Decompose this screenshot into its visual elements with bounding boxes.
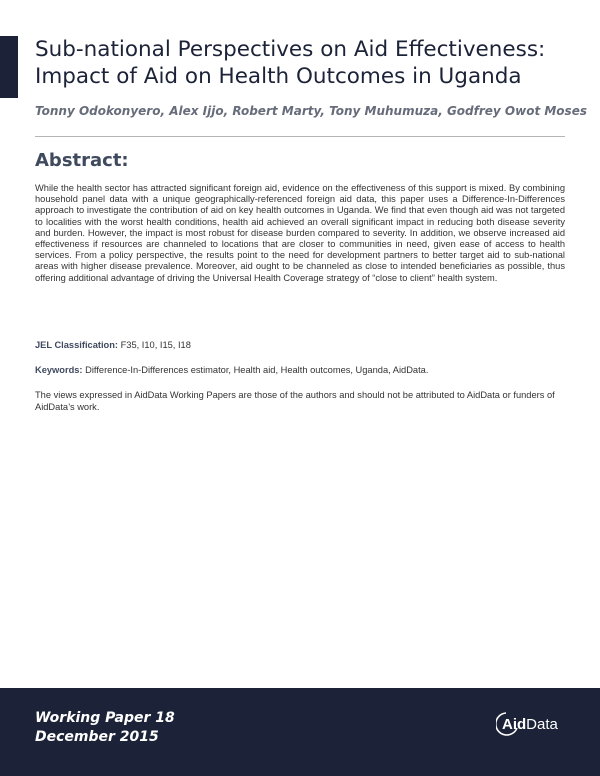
logo-wordmark-bold: Aid [502,716,527,733]
publication-date: December 2015 [35,729,159,745]
keywords-value: Difference-In-Differences estimator, Health aid, Health outcomes, Uganda, AidData. [85,365,429,375]
paper-title-line-1: Sub-national Perspectives on Aid Effectiveness: [35,37,546,62]
working-paper-number: Working Paper 18 [35,710,175,726]
disclaimer: The views expressed in AidData Working Papers are those of the authors and should not be attributed to AidData or funders of AidData’s work. [35,390,555,412]
aiddata-logo [496,710,576,738]
jel-value: F35, I10, I15, I18 [120,340,191,350]
header-divider [35,136,565,137]
author-list: Tonny Odokonyero, Alex Ijjo, Robert Marty, Tony Muhumuza, Godfrey Owot Moses [35,104,587,118]
abstract-heading: Abstract: [35,150,129,171]
paper-title-line-2: Impact of Aid on Health Outcomes in Uganda [35,64,522,89]
footer-band [0,688,600,776]
title-accent-bar [0,36,18,98]
logo-wordmark-regular: Data [526,716,558,733]
abstract-body: While the health sector has attracted significant foreign aid, evidence on the effectiveness of this support is mixed. By combining household panel data with a unique geographically-referenced foreign aid data, this paper uses a Difference-In-Differences approach to investigate the contribution of aid on key health outcomes in Uganda. We find that even though aid was not targeted to localities with the worst health conditions, health aid achieved an overall significant impact in reducing both disease severity and burden. However, the impact is most robust for disease burden compared to severity. In addition, we observe increased aid effectiveness if resources are channeled to locations that are closer to communities in need, given ease of access to health services. From a policy perspective, the results point to the need for development partners to better target aid to sub-national areas with higher disease prevalence. Moreover, aid ought to be channeled as close to intended beneficiaries as possible, thus offering additional advantage of driving the Universal Health Coverage strategy of “close to client” health system. [35,183,565,283]
logo-wordmark [502,716,559,733]
keywords-label: Keywords: [35,365,83,375]
jel-classification [35,339,565,351]
series-info [35,709,175,747]
jel-label: JEL Classification: [35,340,119,350]
keywords [35,364,565,376]
paper-title [35,36,575,90]
